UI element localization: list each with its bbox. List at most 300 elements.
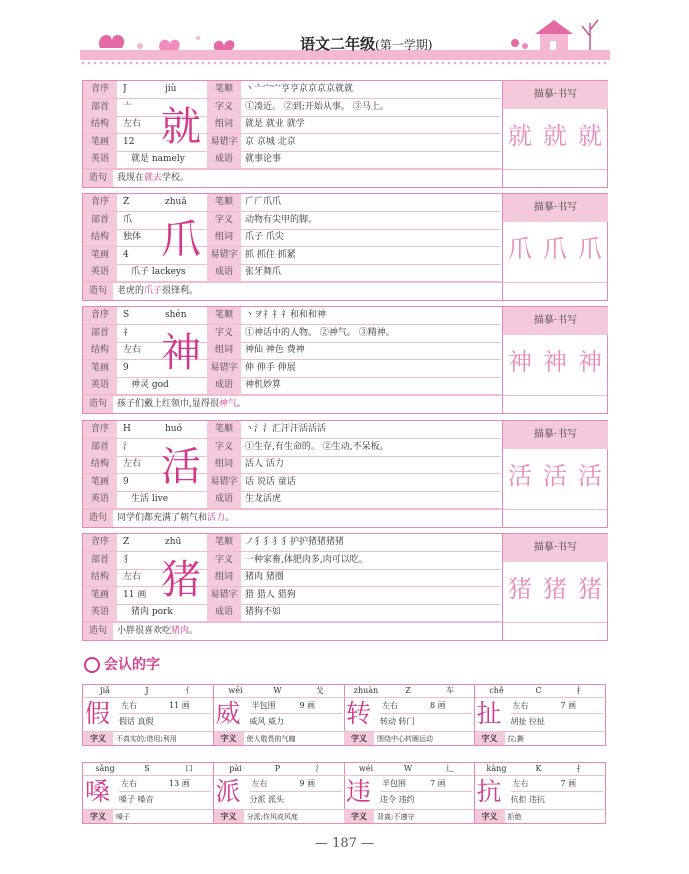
label-yinxu: 音序 [83, 307, 117, 324]
sentence-pre: 我现在 [117, 173, 145, 183]
recognize-jiegou: 左右 [512, 701, 529, 710]
recognize-definition-row [214, 731, 344, 745]
recognize-pinyin: kàng [486, 764, 507, 773]
recognize-bushou: 口 [185, 764, 193, 773]
recognize-block [214, 763, 345, 823]
recognize-top-row [475, 685, 605, 698]
recognize-bushou: 扌 [576, 764, 585, 773]
recognize-top-row [344, 763, 474, 776]
main-character: 活 [161, 444, 201, 490]
value-bishun: ノ犭犭犭犭护护猪猪猪猪 [245, 537, 345, 547]
value-yingyu: 就是 namely [131, 154, 185, 164]
value-yinxu: H [123, 424, 131, 434]
card-row [83, 360, 501, 378]
definition-label: 字义 [344, 810, 374, 823]
trace-character: 活 [543, 462, 567, 490]
label-yinxu: 音序 [83, 534, 117, 551]
label-yingyu: 英语 [83, 151, 117, 168]
recognize-jiegou: 左右 [251, 779, 268, 788]
label-yicuo: 易错字 [207, 360, 241, 377]
recognize-character: 扯 [476, 699, 502, 728]
value-yicuo: 抓 抓住 抓紧 [245, 249, 296, 260]
label-zaoju: 造句 [83, 170, 113, 187]
recognize-words: 威风 威力 [249, 717, 285, 726]
definition-label: 字义 [214, 732, 244, 745]
recognize-bihua: 11 画 [169, 701, 190, 710]
recognize-yinxu: J [145, 686, 149, 695]
label-zaoju: 造句 [83, 396, 113, 413]
main-character: 猪 [161, 557, 201, 603]
value-pinyin: zhū [165, 537, 182, 547]
definition-label: 字义 [83, 732, 113, 745]
page-header [80, 8, 610, 70]
trace-box [502, 307, 608, 413]
recognize-block [83, 763, 214, 823]
value-yinxu: Z [123, 197, 130, 207]
sentence-highlight: 猪肉 [171, 626, 190, 636]
label-bishun: 笔顺 [207, 421, 241, 438]
recognize-block [475, 685, 606, 745]
value-yingyu: 猪肉 pork [131, 607, 173, 617]
trace-cells [503, 109, 608, 169]
definition-label: 字义 [475, 810, 505, 823]
recognize-block [83, 685, 214, 745]
recognize-character: 嗓 [85, 777, 111, 806]
recognize-yinxu: W [273, 686, 282, 695]
recognize-character: 转 [346, 699, 372, 728]
value-bishun: 丶氵氵汇汗汗活活活 [245, 424, 327, 434]
label-zaoju: 造句 [83, 283, 113, 300]
value-yingyu: 爪子 lackeys [131, 267, 186, 277]
value-yinxu: J [123, 84, 127, 94]
trace-character: 活 [578, 462, 602, 490]
sentence-highlight: 就去 [144, 173, 163, 183]
recognize-character: 违 [346, 777, 372, 806]
recognize-definition-row [475, 809, 605, 823]
trace-character: 就 [543, 122, 567, 150]
trace-character: 就 [578, 122, 602, 150]
value-jiegou: 左右 [123, 119, 142, 129]
recognize-jiegou: 左右 [121, 701, 137, 710]
recognize-yinxu: W [403, 764, 413, 773]
example-sentence [117, 510, 234, 527]
sentence-post: 学校。 [162, 173, 190, 183]
recognize-pinyin: jiǎ [100, 686, 110, 695]
sentence-post: 。 [236, 399, 246, 409]
recognize-pinyin: zhuàn [353, 686, 379, 695]
value-ziyi: ①凑近。 ②到;开始从事。 ③马上。 [245, 101, 389, 112]
recognize-structure [511, 777, 603, 792]
label-zaoju: 造句 [83, 510, 113, 527]
trace-header: 描摹·书写 [503, 81, 608, 109]
label-yingyu: 英语 [83, 264, 117, 281]
label-zaoju: 造句 [83, 623, 113, 640]
value-chengyu: 就事论事 [245, 154, 282, 164]
label-ziyi: 字义 [207, 325, 241, 342]
recognize-definition: 嗓子 [116, 813, 130, 821]
recognize-pinyin: chě [489, 686, 504, 695]
trace-character: 猪 [508, 575, 532, 603]
label-chengyu: 成语 [207, 377, 241, 394]
trace-box [502, 421, 608, 527]
value-bihua: 4 [123, 249, 129, 260]
recognize-definition-row [344, 809, 474, 823]
magnifier-icon [84, 657, 100, 673]
label-yinxu: 音序 [83, 81, 117, 98]
label-ziyi: 字义 [207, 212, 241, 229]
trace-character: 爪 [508, 235, 532, 263]
recognize-words: 违令 违约 [380, 795, 415, 804]
recognize-jiegou: 左右 [382, 701, 398, 710]
sentence-pre: 孩子们戴上红领巾,显得很 [117, 399, 219, 409]
value-bushou: 犭 [123, 554, 133, 565]
label-yinxu: 音序 [83, 421, 117, 438]
recognize-bihua: 7 画 [560, 701, 577, 710]
trace-character: 神 [543, 348, 567, 376]
value-yicuo: 伸 伸手 伸展 [245, 362, 296, 373]
recognize-definition-row [475, 731, 605, 745]
label-jiegou: 结构 [83, 569, 117, 586]
card-row [83, 342, 501, 360]
label-zuci: 组词 [207, 116, 241, 133]
trace-header: 描摹·书写 [503, 421, 608, 449]
recognize-bushou: 辶 [446, 764, 454, 773]
label-ziyi: 字义 [207, 439, 241, 456]
value-yingyu: 神灵 god [131, 380, 169, 390]
value-bushou: 礻 [123, 327, 133, 338]
recognize-block [344, 685, 475, 745]
recognize-structure [119, 699, 211, 714]
character-card [82, 80, 608, 188]
recognize-yinxu: K [535, 764, 542, 773]
recognize-definition: 使人敬畏的气魄 [246, 735, 296, 743]
value-yicuo: 话 说话 童话 [245, 476, 296, 487]
recognize-bushou: 亻 [185, 686, 193, 695]
recognize-top-row [214, 763, 344, 776]
sentence-highlight: 活力 [207, 513, 226, 523]
recognize-row [82, 684, 606, 746]
trace-character: 活 [508, 462, 532, 490]
recognize-top-row [475, 763, 605, 776]
value-chengyu: 猪狗不如 [245, 607, 282, 617]
recognize-structure [380, 699, 472, 714]
recognize-definition: 背离;不遵守 [377, 813, 415, 821]
sentence-pre: 同学们都充满了朝气和 [117, 513, 208, 523]
trace-character: 神 [578, 348, 602, 376]
label-bishun: 笔顺 [207, 194, 241, 211]
trace-cells [503, 222, 608, 282]
sentence-highlight: 爪子 [144, 286, 163, 296]
card-row [83, 194, 501, 212]
recognize-bihua: 13 画 [169, 779, 190, 788]
recognize-bihua: 8 画 [430, 701, 446, 710]
label-ziyi: 字义 [207, 552, 241, 569]
recognize-words: 抗拒 违抗 [510, 795, 546, 804]
label-chengyu: 成语 [207, 264, 241, 281]
value-yicuo: 猎 猎人 猎狗 [245, 589, 296, 600]
recognize-top-row [344, 685, 474, 698]
recognize-yinxu: P [274, 764, 281, 773]
character-card [82, 306, 608, 414]
recognize-definition: 不真实的;借用;利用 [116, 735, 177, 743]
recognize-structure [380, 777, 472, 792]
value-jiegou: 独体 [123, 232, 142, 242]
value-zuci: 神仙 神色 费神 [245, 345, 305, 355]
example-sentence [117, 170, 189, 187]
value-jiegou: 左右 [123, 459, 142, 469]
label-bushou: 部首 [83, 439, 117, 456]
card-row [83, 552, 501, 570]
value-chengyu: 生龙活虎 [245, 494, 282, 504]
label-yingyu: 英语 [83, 377, 117, 394]
card-row [83, 377, 501, 395]
recognize-definition: 围绕中心转圈运动 [377, 735, 433, 743]
recognize-pinyin: wéi [358, 764, 374, 773]
value-zuci: 爪子 爪尖 [245, 232, 284, 242]
recognize-top-row [214, 685, 344, 698]
value-bushou: 氵 [123, 441, 133, 452]
label-zuci: 组词 [207, 229, 241, 246]
character-card [82, 420, 608, 528]
recognize-structure [250, 699, 342, 714]
trace-character: 就 [508, 122, 532, 150]
trace-character: 爪 [543, 235, 567, 263]
recognize-bihua: 7 画 [560, 779, 577, 788]
value-jiegou: 左右 [123, 345, 142, 355]
recognize-bushou: 扌 [576, 686, 585, 695]
recognize-character: 假 [85, 699, 111, 728]
recognize-words: 分派 派头 [249, 795, 285, 804]
recognize-row [82, 762, 606, 824]
recognize-words: 转动 转门 [380, 717, 415, 726]
recognize-structure [119, 777, 211, 792]
card-row [83, 247, 501, 265]
example-sentence [117, 396, 246, 413]
sentence-pre: 老虎的 [117, 286, 145, 296]
recognize-words: 胡扯 拉扯 [510, 717, 546, 726]
label-yingyu: 英语 [83, 491, 117, 508]
value-chengyu: 神机妙算 [245, 380, 282, 390]
label-bushou: 部首 [83, 212, 117, 229]
label-jiegou: 结构 [83, 116, 117, 133]
value-ziyi: 动物有尖甲的脚。 [245, 214, 318, 225]
card-row [83, 116, 501, 134]
label-bushou: 部首 [83, 99, 117, 116]
main-character: 就 [161, 104, 201, 150]
label-jiegou: 结构 [83, 229, 117, 246]
card-row [83, 491, 501, 509]
value-bushou: 爪 [123, 214, 133, 225]
trace-header: 描摹·书写 [503, 534, 608, 562]
page-title [300, 33, 432, 54]
card-row [83, 456, 501, 474]
trace-character: 猪 [543, 575, 567, 603]
recognize-structure [511, 699, 603, 714]
sentence-pre: 小胖很喜欢吃 [117, 626, 172, 636]
character-card [82, 533, 608, 641]
label-jiegou: 结构 [83, 342, 117, 359]
card-row [83, 604, 501, 622]
value-pinyin: shén [165, 310, 187, 320]
label-yicuo: 易错字 [207, 587, 241, 604]
trace-character: 猪 [578, 575, 602, 603]
label-yicuo: 易错字 [207, 247, 241, 264]
recognize-block [475, 763, 606, 823]
recognize-bushou: 车 [446, 686, 454, 695]
heart-flower-decoration-icon [90, 18, 250, 53]
card-row [83, 229, 501, 247]
card-row [83, 569, 501, 587]
label-bihua: 笔画 [83, 587, 117, 604]
card-row [83, 151, 501, 169]
recognize-character: 派 [215, 777, 241, 806]
recognize-bushou: 氵 [315, 764, 324, 773]
recognize-bushou: 戈 [315, 686, 324, 695]
value-pinyin: zhuǎ [165, 197, 187, 207]
recognize-block [214, 685, 345, 745]
sentence-post: 很锋利。 [162, 286, 199, 296]
recognize-character: 威 [215, 699, 241, 728]
recognize-pinyin: pài [229, 764, 242, 773]
main-character: 爪 [161, 217, 201, 263]
value-bushou: 亠 [123, 101, 133, 112]
card-row [83, 99, 501, 117]
card-row [83, 307, 501, 325]
value-yinxu: S [123, 310, 130, 320]
value-bishun: 𠂆𠂆爪爪 [245, 197, 282, 207]
title-text: 语文二年级 [300, 35, 376, 53]
recognize-words: 嗓子 嗓音 [119, 795, 154, 804]
trace-character: 神 [508, 348, 532, 376]
recognize-definition-row [83, 809, 213, 823]
card-row [83, 264, 501, 282]
trace-box [502, 81, 608, 187]
trace-character: 爪 [578, 235, 602, 263]
value-bihua: 11 画 [123, 589, 147, 600]
recognize-pinyin: sǎng [95, 764, 115, 773]
recognize-definition-row [344, 731, 474, 745]
value-ziyi: ①生存,有生命的。 ②生动,不呆板。 [245, 441, 389, 452]
label-bihua: 笔画 [83, 474, 117, 491]
card-row [83, 587, 501, 605]
definition-label: 字义 [214, 810, 244, 823]
value-ziyi: ①神话中的人物。 ②神气。 ③精神。 [245, 327, 395, 338]
recognize-character: 抗 [476, 777, 502, 806]
value-pinyin: jiù [165, 84, 177, 94]
label-yicuo: 易错字 [207, 134, 241, 151]
label-bishun: 笔顺 [207, 81, 241, 98]
label-bihua: 笔画 [83, 360, 117, 377]
label-bushou: 部首 [83, 325, 117, 342]
label-chengyu: 成语 [207, 151, 241, 168]
recognize-title-text: 会认的字 [104, 657, 160, 673]
card-row [83, 421, 501, 439]
recognize-jiegou: 左右 [512, 779, 529, 788]
definition-label: 字义 [83, 810, 113, 823]
trace-cells [503, 335, 608, 395]
label-zuci: 组词 [207, 569, 241, 586]
recognize-bihua: 7 画 [430, 779, 446, 788]
value-zuci: 猪肉 猪圈 [245, 572, 284, 582]
recognize-words: 假话 真假 [119, 717, 154, 726]
recognize-bihua: 9 画 [299, 779, 316, 788]
sentence-highlight: 神气 [218, 399, 237, 409]
label-chengyu: 成语 [207, 604, 241, 621]
card-row [83, 325, 501, 343]
recognize-yinxu: C [535, 686, 542, 695]
value-bihua: 9 [123, 362, 129, 373]
trace-header: 描摹·书写 [503, 194, 608, 222]
header-dots [80, 60, 610, 66]
sentence-post: 。 [225, 513, 235, 523]
label-zuci: 组词 [207, 342, 241, 359]
value-bishun: 丶亠宀宀亨亨京京京京就就 [245, 84, 354, 94]
recognize-jiegou: 半包围 [251, 701, 276, 710]
card-row [83, 134, 501, 152]
label-bishun: 笔顺 [207, 307, 241, 324]
recognize-structure [250, 777, 342, 792]
trace-cells [503, 449, 608, 509]
recognize-definition: 拉;撕 [507, 735, 524, 743]
recognize-top-row [83, 685, 213, 698]
recognize-yinxu: Z [405, 686, 411, 695]
value-zuci: 就是 就业 就学 [245, 119, 305, 129]
example-sentence [117, 283, 198, 300]
label-bihua: 笔画 [83, 247, 117, 264]
value-yicuo: 京 京城 北京 [245, 136, 296, 147]
value-bihua: 12 [123, 136, 135, 147]
recognize-definition-row [214, 809, 344, 823]
label-chengyu: 成语 [207, 491, 241, 508]
label-bihua: 笔画 [83, 134, 117, 151]
label-zuci: 组词 [207, 456, 241, 473]
value-yingyu: 生活 live [131, 494, 169, 504]
recognize-yinxu: S [144, 764, 150, 773]
card-row [83, 212, 501, 230]
label-yingyu: 英语 [83, 604, 117, 621]
card-row [83, 534, 501, 552]
example-sentence [117, 623, 198, 640]
recognize-section-title [84, 654, 160, 674]
recognize-block [344, 763, 475, 823]
recognize-pinyin: wēi [228, 686, 243, 695]
recognize-top-row [83, 763, 213, 776]
page-number: — 187 — [314, 836, 375, 851]
value-ziyi: 一种家畜,体肥肉多,肉可以吃。 [245, 554, 368, 565]
recognize-definition: 分派;作风或风度 [246, 813, 298, 821]
card-row [83, 474, 501, 492]
recognize-jiegou: 半包围 [382, 779, 406, 788]
label-bishun: 笔顺 [207, 534, 241, 551]
recognize-definition: 拒绝 [507, 813, 522, 821]
value-pinyin: huó [165, 424, 183, 434]
title-subtitle: (第一学期) [375, 38, 433, 52]
value-bihua: 9 [123, 476, 129, 487]
definition-label: 字义 [344, 732, 374, 745]
trace-header: 描摹·书写 [503, 307, 608, 335]
card-row [83, 81, 501, 99]
label-yinxu: 音序 [83, 194, 117, 211]
value-jiegou: 左右 [123, 572, 142, 582]
main-character: 神 [161, 330, 201, 376]
label-ziyi: 字义 [207, 99, 241, 116]
value-yinxu: Z [123, 537, 130, 547]
card-row [83, 439, 501, 457]
recognize-definition-row [83, 731, 213, 745]
value-bishun: 丶ヲ礻礻礻和和和神 [245, 310, 327, 320]
recognize-bihua: 9 画 [299, 701, 316, 710]
recognize-jiegou: 左右 [121, 779, 137, 788]
